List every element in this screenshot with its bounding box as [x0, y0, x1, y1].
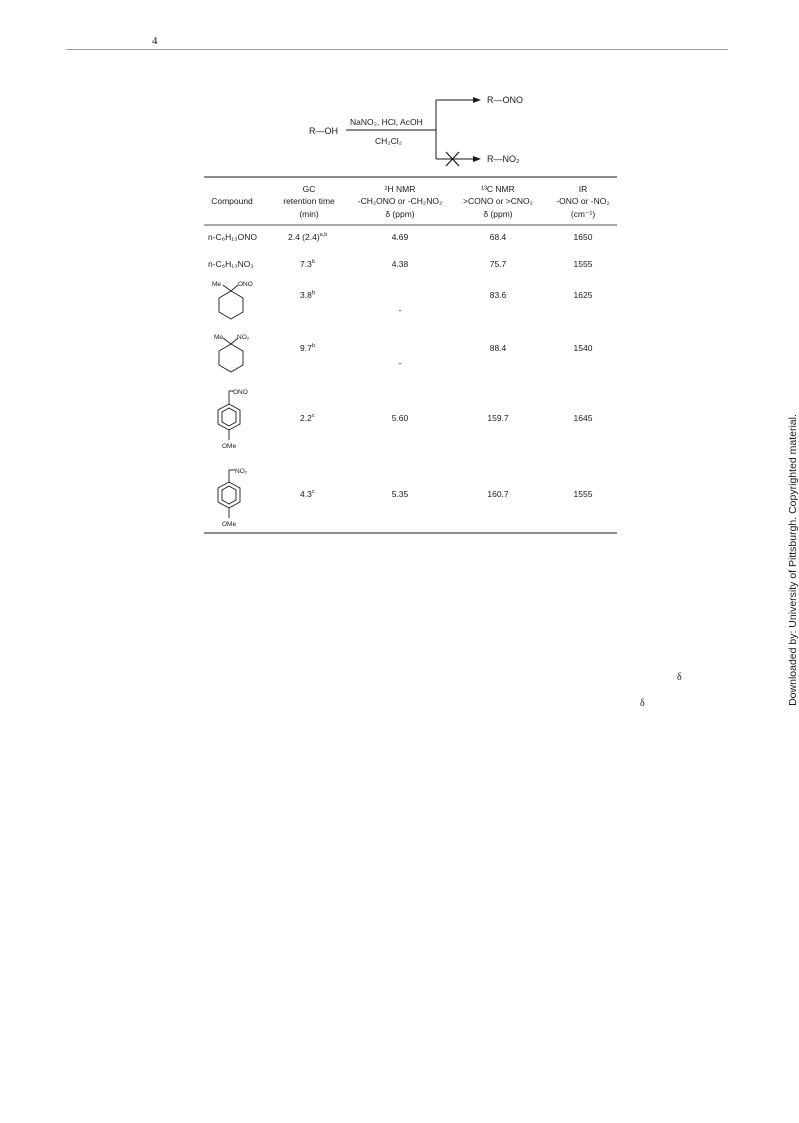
row6-cnmr: 160.7 [487, 489, 509, 499]
header-cnmr-3: δ (ppm) [483, 209, 513, 219]
row5-ir: 1645 [573, 413, 593, 423]
row1-gc: 2.4 $(2.4)^{a,b}$ [288, 232, 328, 242]
struct4-ome-label: OMe [222, 521, 237, 528]
struct1-me-label: Me [212, 281, 222, 288]
row4-hnmr: - [398, 358, 402, 368]
stray-delta-2: δ [640, 698, 645, 709]
row5-gc: 2.2$^c$ [300, 413, 315, 423]
header-gc-1: GC [302, 184, 316, 194]
header-gc-2: retention time [283, 196, 335, 206]
scheme-reactant: R—OH [309, 126, 338, 136]
row2-gc: 7.3$^b$ [300, 259, 315, 269]
row4-gc: 9.7$^b$ [300, 343, 315, 353]
table-body [208, 232, 593, 499]
header-hnmr-3: δ (ppm) [385, 209, 415, 219]
struct1-ono-label: ONO [238, 281, 253, 288]
header-hnmr-1: ¹H NMR [384, 184, 416, 194]
row6-ir: 1555 [573, 489, 593, 499]
row2-hnmr: 4.38 [391, 259, 409, 269]
row1-hnmr: 4.69 [391, 232, 409, 242]
table-header [211, 184, 609, 219]
row1-ir: 1650 [573, 232, 593, 242]
row5-hnmr: 5.60 [391, 413, 409, 423]
header-gc-3: (min) [299, 209, 319, 219]
struct3-ono-label: ONO [233, 389, 248, 396]
row1-cnmr: 68.4 [489, 232, 507, 242]
stray-delta-1: δ [677, 672, 682, 683]
structure-methylcyclohexyl-nitrite [219, 285, 243, 319]
scheme-product-nitrite: R—ONO [487, 95, 523, 105]
scheme-bottom-arrowhead [473, 156, 481, 162]
header-cnmr-2: >CONO or >CNO₂ [463, 196, 533, 206]
row4-cnmr: 88.4 [489, 343, 507, 353]
row4-ir: 1540 [573, 343, 593, 353]
header-compound: Compound [211, 196, 253, 206]
row1-compound: n-C₆H₁₃ONO [208, 232, 257, 242]
header-ir-2: -ONO or -NO₂ [556, 196, 610, 206]
scheme-top-arrowhead [473, 97, 481, 103]
header-ir-3: (cm⁻¹) [570, 209, 596, 219]
struct4-no2-label: NO₂ [235, 468, 248, 475]
row3-hnmr: - [398, 305, 402, 315]
scheme-product-nitro: R—NO₂ [487, 154, 520, 164]
row2-compound: n-C₆H₁₃NO₂ [208, 259, 254, 269]
structure-methoxyphenylnitromethane [218, 470, 240, 518]
row2-cnmr: 75.7 [489, 259, 507, 269]
struct2-me-label: Me [214, 334, 224, 341]
row3-cnmr: 83.6 [489, 290, 507, 300]
row2-ir: 1555 [573, 259, 593, 269]
row5-cnmr: 159.7 [487, 413, 509, 423]
page-number: 4 [152, 35, 158, 47]
row3-ir: 1625 [573, 290, 593, 300]
row3-gc: 3.8$^b$ [300, 290, 315, 300]
row6-gc: 4.3$^c$ [300, 489, 315, 499]
struct3-ome-label: OMe [222, 443, 237, 450]
reaction-scheme [309, 95, 523, 166]
header-ir-1: IR [578, 184, 588, 194]
header-hnmr-2: -CH₂ONO or -CH₂NO₂ [357, 196, 443, 206]
scheme-reagents: NaNO₂, HCl, AcOH [350, 117, 423, 127]
scheme-solvent: CH₂Cl₂ [375, 136, 402, 146]
download-watermark: Downloaded by: University of Pittsburgh. Copyrighted material. [787, 414, 799, 706]
row6-hnmr: 5.35 [391, 489, 409, 499]
structure-methylnitrocyclohexane [219, 338, 243, 372]
struct2-no2-label: NO₂ [237, 334, 250, 341]
structure-methoxybenzyl-nitrite [218, 391, 240, 440]
header-cnmr-1: ¹³C NMR [481, 184, 515, 194]
